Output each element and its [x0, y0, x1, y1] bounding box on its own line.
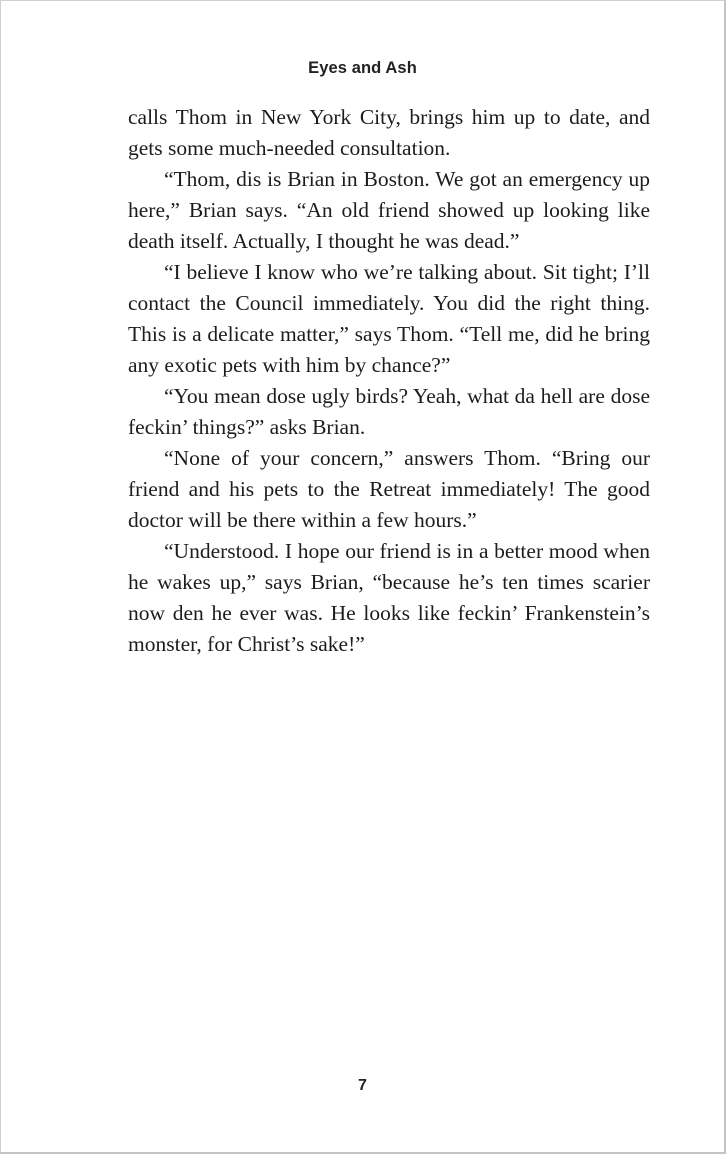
- paragraph: “You mean dose ugly birds? Yeah, what da hell are dose feckin’ things?” asks Brian.: [128, 384, 650, 439]
- body-text: [128, 102, 650, 660]
- paragraph: “Thom, dis is Brian in Boston. We got an emergency up here,” Brian says. “An old friend showed up looking like death itself. Actually, I thought he was dead.”: [128, 167, 650, 253]
- page-number: 7: [358, 1077, 367, 1094]
- paragraph: “I believe I know who we’re talking about. Sit tight; I’ll contact the Council immediately. You did the right thing. This is a delicate matter,” says Thom. “Tell me, did he bring any exotic pets with him by chance?”: [128, 260, 650, 377]
- running-head: Eyes and Ash: [308, 59, 417, 77]
- paragraph: “Understood. I hope our friend is in a better mood when he wakes up,” says Brian, “because he’s ten times scarier now den he ever was. He looks like feckin’ Frankenstein’s monster, for Christ’s sake!”: [128, 539, 650, 656]
- paragraph: calls Thom in New York City, brings him up to date, and gets some much-needed consultation.: [128, 105, 650, 160]
- paragraph: “None of your concern,” answers Thom. “Bring our friend and his pets to the Retreat immediately! The good doctor will be there within a few hours.”: [128, 446, 650, 532]
